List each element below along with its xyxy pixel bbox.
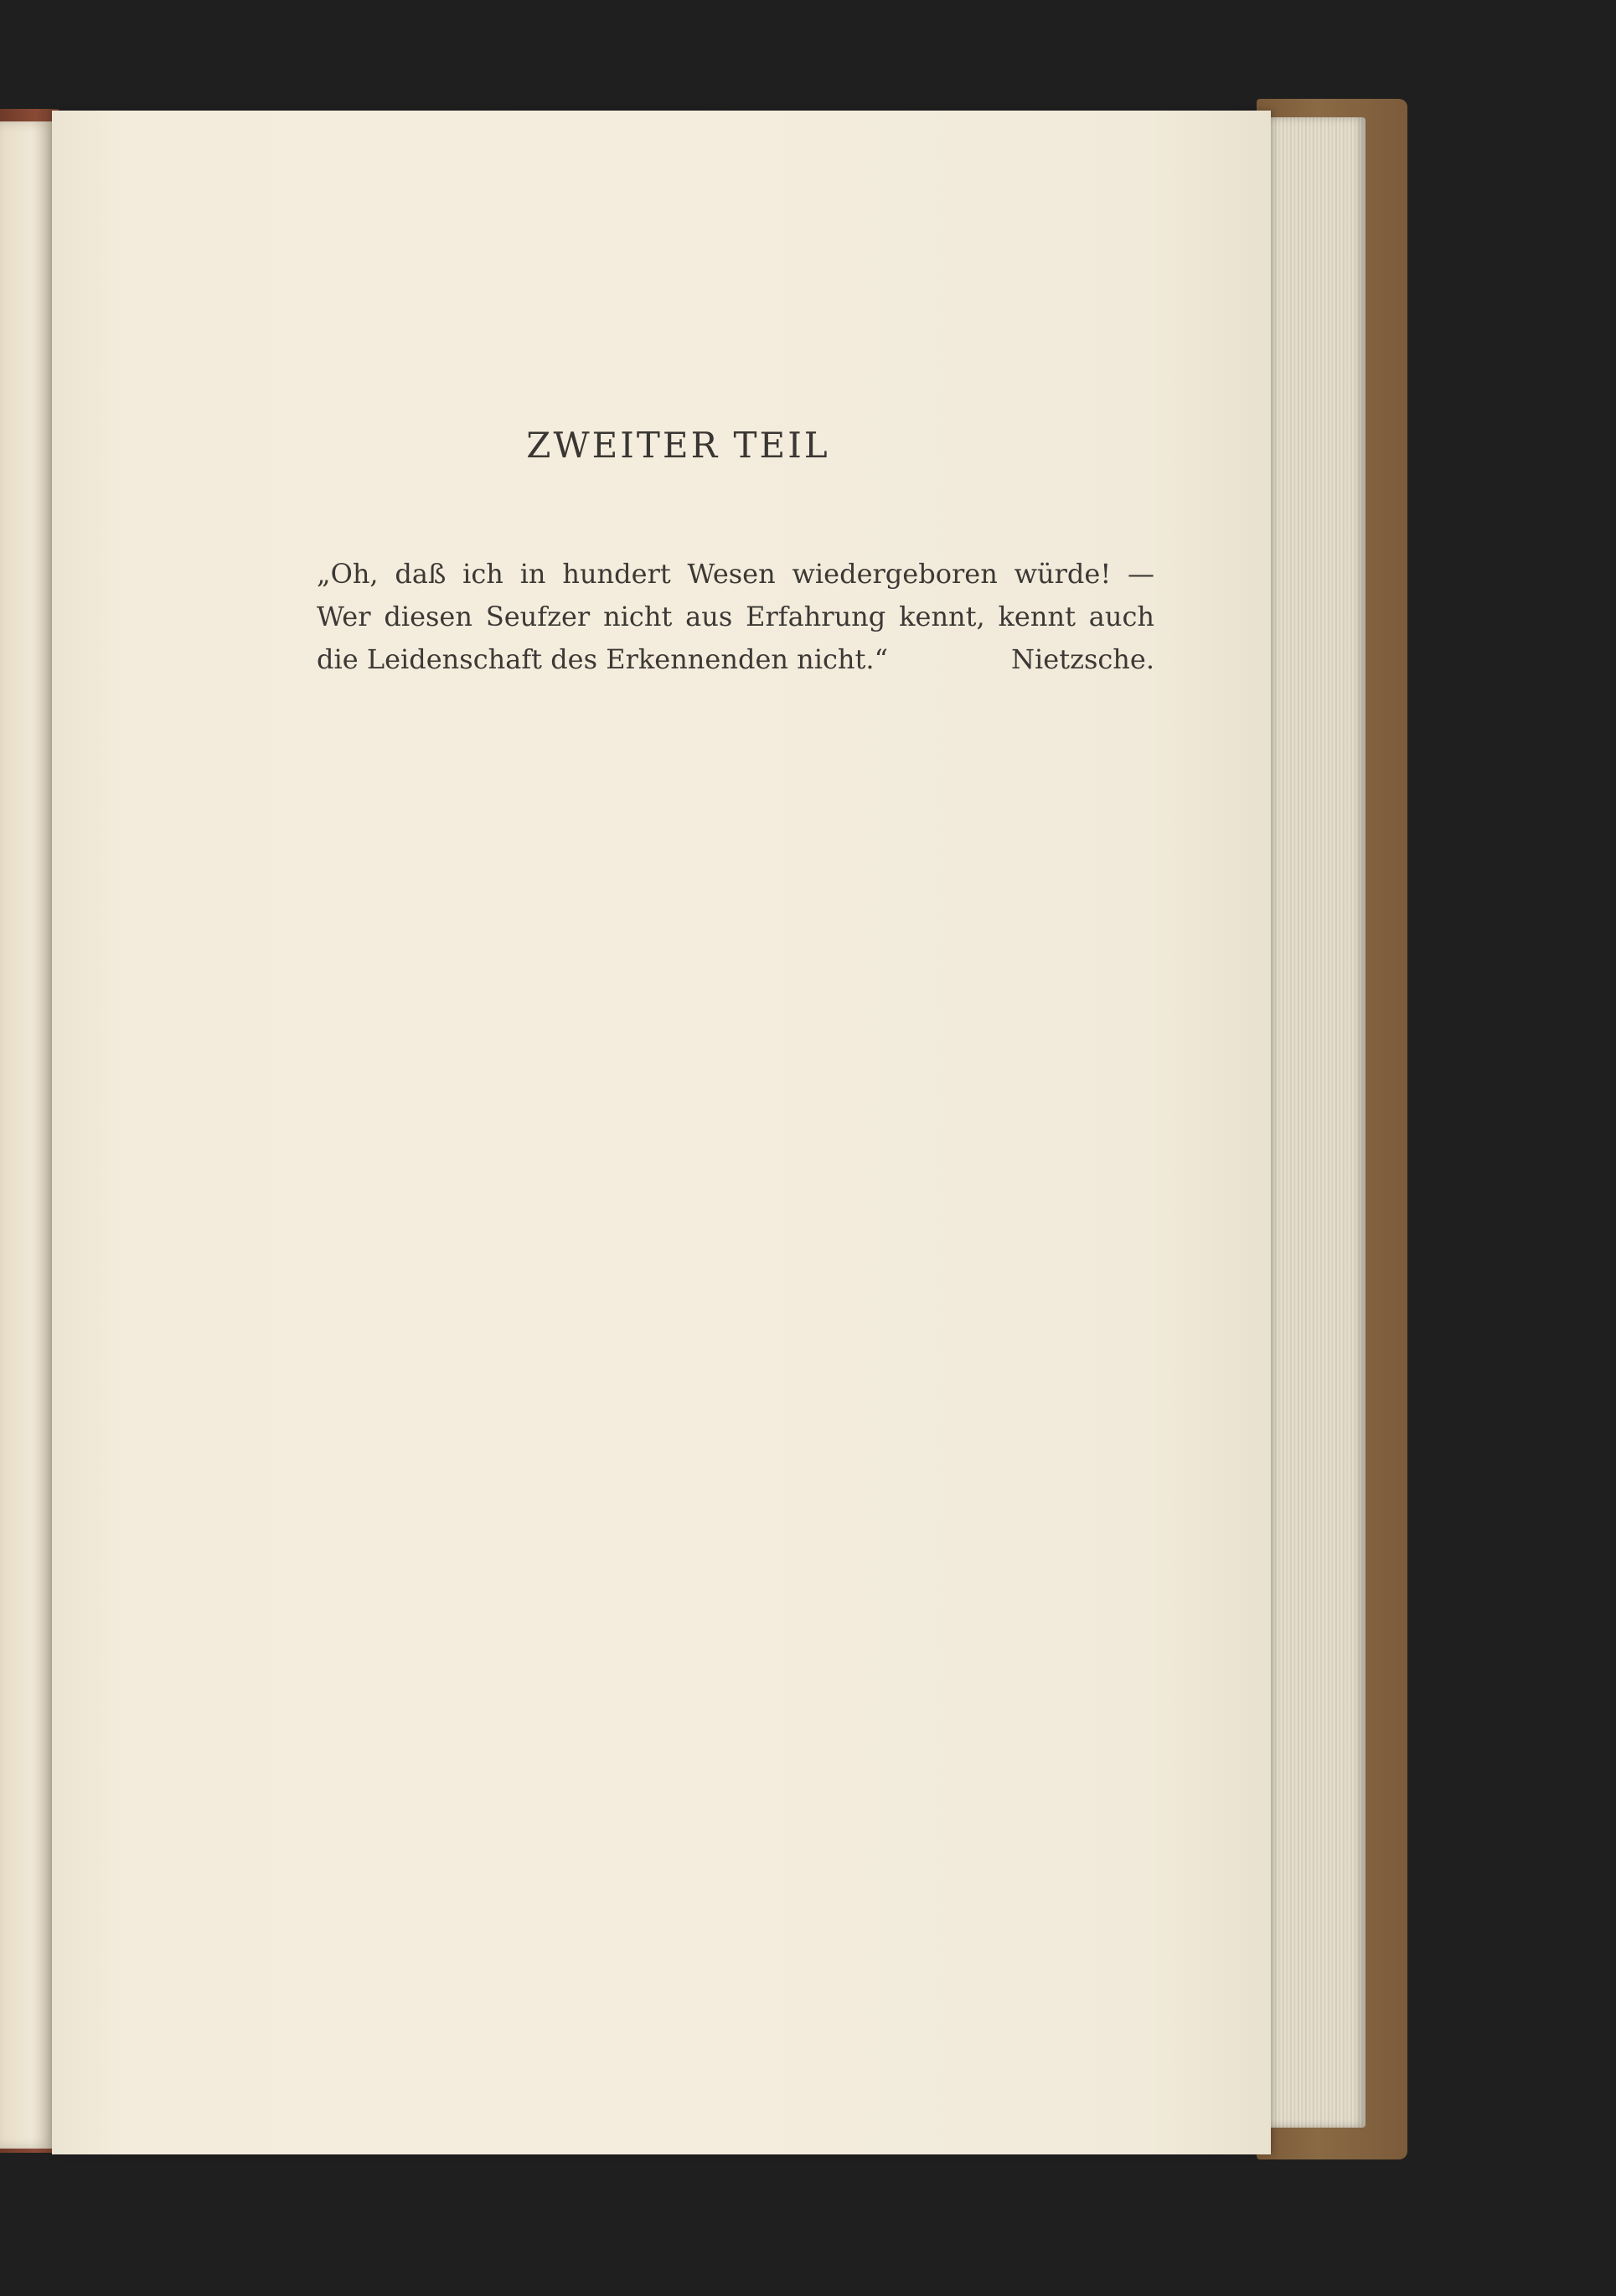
epigraph-line-3 [317,638,1154,681]
epigraph-closing-text: die Leidenschaft des Erkennenden nicht.“ [317,643,888,675]
page-block-edges [1257,117,1366,2128]
part-title: ZWEITER TEIL [526,425,830,466]
epigraph [317,553,1154,681]
facing-page-edge [0,121,52,2149]
epigraph-line-1: „Oh, daß ich in hundert Wesen wiedergeboren würde! — [317,558,1154,590]
epigraph-line-2: Wer diesen Seufzer nicht aus Erfahrung kennt, kennt auch [317,601,1154,632]
book-page [52,111,1271,2154]
epigraph-author: Nietzsche. [1011,643,1154,675]
